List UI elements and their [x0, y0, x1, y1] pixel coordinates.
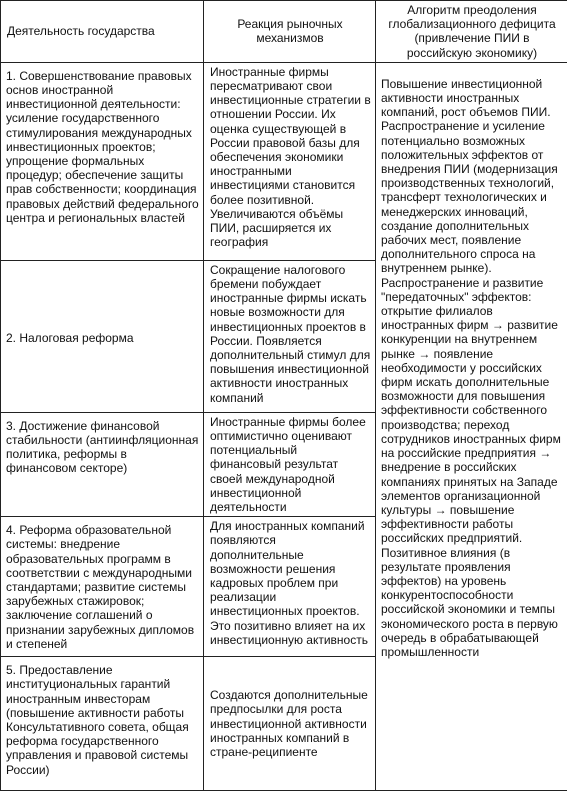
header-algorithm: Алгоритм преодоления глобализационного дефицита (привлечение ПИИ в российскую экономику) [376, 1, 567, 63]
algorithm-cell: Повышение инвестиционной активности иностранных компаний, рост объемов ПИИ. Распространение и усиление потенциально возможных положительных эффектов от внедрения ПИИ (модернизация производственных технологий, трансферт технологических и менеджерских инноваций, создание дополнительных рабочих мест, появление дополнительного спроса на внутреннем рынке). Распространение и развитие "передаточных" эффектов: открытие филиалов иностранных фирм → развитие конкуренции на внутреннем рынке → появление необходимости у российских фирм искать дополнительные возможности для повышения эффективности собственного производства; переход сотрудников иностранных фирм на российские предприятия → внедрение в российских компаниях принятых на Западе элементов организационной культуры → повышение эффективности работы российских предприятий. Позитивное влияния (в результате проявления эффектов) на уровень конкурентоспособности российской экономики и темпы экономического роста в первую очередь в обрабатывающей промышленности [376, 62, 567, 790]
row-2-activity: 2. Налоговая реформа [1, 260, 204, 412]
row-1-reaction: Иностранные фирмы пересматривают свои инвестиционные стратегии в отношении России. Их оценка существующей в России правовой базы для обеспечения экономики иностранными инвестициями становится более позитивной. Увеличиваются объёмы ПИИ, расширяется их география [204, 62, 376, 260]
header-state-activity: Деятельность государства [1, 1, 204, 63]
row-4-activity: 4. Реформа образовательной системы: внедрение образовательных программ в соответствии с международными стандартами; развитие системы зарубежных стажировок; заключение соглашений о признании зарубежных дипломов и степеней [1, 517, 204, 657]
header-row [1, 1, 567, 63]
row-3-activity: 3. Достижение финансовой стабильности (антиинфляционная политика, реформы в финансовом секторе) [1, 412, 204, 516]
row-1-activity: 1. Совершенствование правовых основ иностранной инвестиционной деятельности: усиление государственного стимулирования международных инвестиционных проектов; упрощение формальных процедур; обеспечение защиты прав собственности; координация правовых действий федерального центра и региональных властей [1, 62, 204, 260]
row-3-reaction: Иностранные фирмы более оптимистично оценивают потенциальный финансовый результат своей международной инвестиционной деятельности [204, 412, 376, 516]
header-market-reaction: Реакция рыночных механизмов [204, 1, 376, 63]
row-5-activity: 5. Предоставление институциональных гарантий иностранным инвесторам (повышение активности работы Консультативного совета, общая реформа государственного управления и правовой системы России) [1, 657, 204, 791]
row-5-reaction: Создаются дополнительные предпосылки для роста инвестиционной активности иностранных компаний в стране-реципиенте [204, 657, 376, 791]
table-row [1, 62, 567, 260]
table-header [1, 1, 567, 63]
row-2-reaction: Сокращение налогового бремени побуждает иностранные фирмы искать новые возможности для инвестиционных проектов в России. Появляется дополнительный стимул для повышения инвестиционной активности иностранных компаний [204, 260, 376, 412]
table-body [1, 62, 567, 790]
row-4-reaction: Для иностранных компаний появляются дополнительные возможности решения кадровых проблем при реализации инвестиционных проектов. Это позитивно влияет на их инвестиционную активность [204, 517, 376, 657]
